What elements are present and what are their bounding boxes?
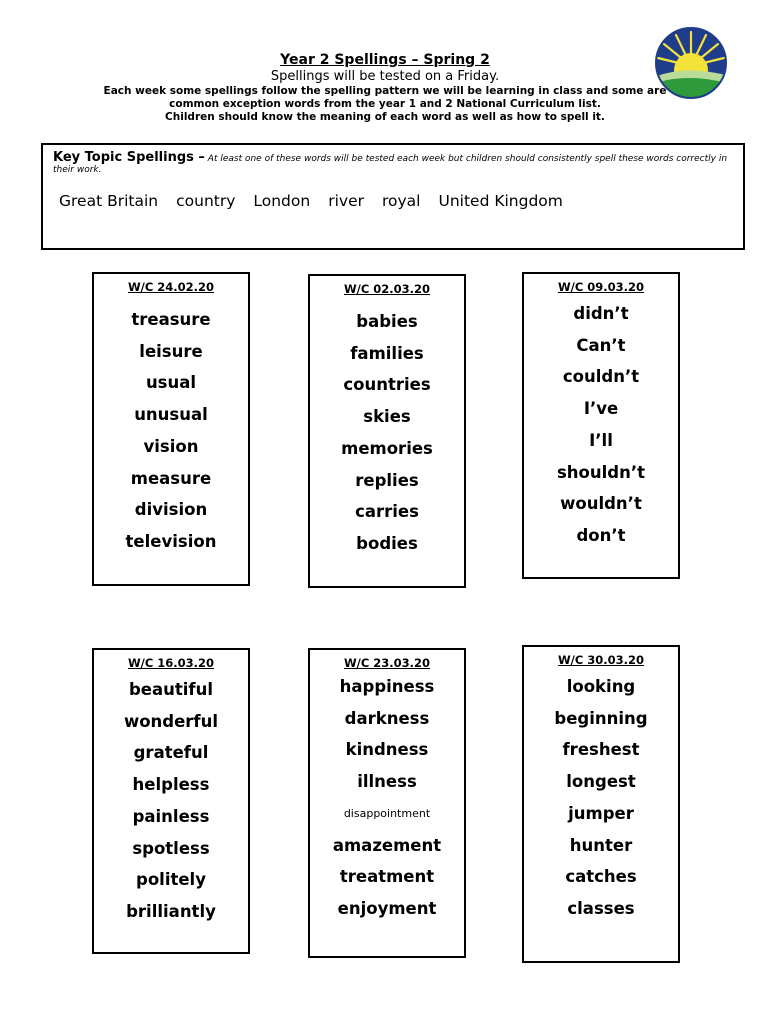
spelling-word: wonderful (123, 711, 219, 731)
spelling-word: hunter (569, 835, 633, 855)
spelling-word: memories (341, 438, 433, 458)
intro-line-1: Each week some spellings follow the spelling pattern we will be learning in class and some are (103, 85, 667, 97)
spelling-word: measure (130, 468, 212, 488)
week-date: W/C 16.03.20 (127, 656, 215, 670)
week-date: W/C 23.03.20 (343, 656, 431, 670)
sunrise-logo-icon (654, 26, 728, 100)
week-box-6 (522, 645, 680, 963)
spelling-word: spotless (132, 838, 210, 858)
spelling-word: treasure (131, 310, 211, 329)
intro-line-3: Children should know the meaning of each word as well as how to spell it. (165, 111, 605, 123)
spelling-word: replies (355, 470, 419, 490)
spelling-word: longest (566, 772, 636, 792)
spelling-word: darkness (344, 708, 430, 728)
spelling-word: enjoyment (337, 898, 437, 918)
spelling-word: freshest (562, 740, 640, 760)
intro-line-2: common exception words from the year 1 and 2 National Curriculum list. (169, 98, 601, 110)
week-box-1 (92, 272, 250, 586)
topic-word: United Kingdom (438, 192, 563, 210)
spelling-word: grateful (133, 743, 209, 763)
topic-word: country (176, 192, 236, 210)
week-date: W/C 30.03.20 (557, 653, 645, 667)
spelling-word: happiness (339, 677, 435, 696)
spelling-word: unusual (134, 405, 208, 425)
key-topic-words (59, 192, 581, 210)
spelling-word: vision (143, 436, 199, 456)
week-box-4 (92, 648, 250, 954)
week-date: W/C 24.02.20 (127, 280, 215, 294)
page-title: Year 2 Spellings – Spring 2 (280, 52, 490, 68)
spelling-word: painless (132, 806, 210, 826)
spelling-word: amazement (332, 835, 442, 855)
spelling-word: illness (357, 772, 417, 792)
spelling-word: television (125, 531, 217, 551)
spelling-word: wouldn’t (560, 494, 642, 514)
key-topic-title: Key Topic Spellings – (53, 150, 205, 165)
spelling-word: politely (136, 870, 206, 890)
spelling-word: skies (363, 407, 411, 427)
spelling-word: countries (343, 375, 431, 395)
key-topic-heading (53, 152, 729, 176)
spelling-word: beautiful (128, 680, 213, 699)
spelling-word: kindness (345, 740, 429, 760)
spelling-word: helpless (132, 775, 210, 795)
spelling-word: beginning (554, 708, 648, 728)
key-topic-box (41, 143, 745, 250)
spelling-word: usual (145, 373, 197, 393)
page-subtitle: Spellings will be tested on a Friday. (270, 69, 500, 84)
topic-word: Great Britain (59, 192, 159, 210)
spelling-word: families (350, 343, 424, 363)
spelling-word: don’t (576, 525, 626, 545)
spelling-word: bodies (356, 533, 418, 553)
week-date: W/C 09.03.20 (557, 280, 645, 294)
spelling-word: treatment (339, 867, 435, 887)
page-header (80, 52, 690, 124)
spelling-word: I’ll (589, 430, 613, 450)
spelling-word: carries (355, 502, 419, 522)
spelling-word: couldn’t (562, 367, 640, 387)
week-box-5 (308, 648, 466, 958)
spelling-word: catches (565, 867, 637, 887)
week-box-3 (522, 272, 680, 579)
spelling-word: I’ve (583, 399, 619, 419)
topic-word: royal (381, 192, 421, 210)
spelling-word: leisure (139, 341, 203, 361)
spelling-word: disappointment (343, 806, 431, 820)
spelling-word: looking (566, 677, 636, 696)
spelling-word: brilliantly (126, 901, 216, 921)
topic-word: London (253, 192, 311, 210)
topic-word: river (328, 192, 364, 210)
spelling-word: classes (567, 898, 635, 918)
week-date: W/C 02.03.20 (343, 282, 431, 296)
spelling-word: shouldn’t (556, 462, 646, 482)
spelling-word: division (134, 500, 208, 520)
spelling-word: jumper (568, 803, 634, 823)
spelling-word: Can’t (576, 335, 626, 355)
week-box-2 (308, 274, 466, 588)
spelling-word: didn’t (573, 304, 629, 323)
key-topic-note: At least one of these words will be tested each week but children should consistently spell these words correctly in their work. (53, 154, 728, 175)
spelling-word: babies (356, 312, 418, 331)
